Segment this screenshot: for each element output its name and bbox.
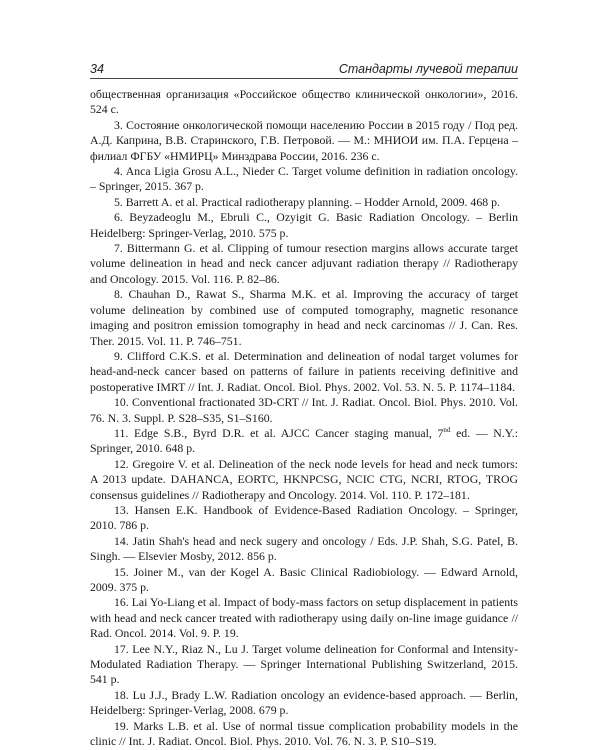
reference-item: 12. Gregoire V. et al. Delineation of the neck node levels for head and neck tumors: A 2013 update. DAHANCA, EORTC, HKNPCSG, NCIC CTG, NCRI, RTOG, TROG consensus guidelines // Radiotherapy and Oncology. 2014. Vol. 110. P. 172–181.: [90, 456, 518, 502]
reference-item: 15. Joiner M., van der Kogel A. Basic Clinical Radiobiology. — Edward Arnold, 2009. 375 p.: [90, 564, 518, 594]
reference-item: 13. Hansen E.K. Handbook of Evidence-Based Radiation Oncology. – Springer, 2010. 786 p.: [90, 502, 518, 533]
reference-item: 8. Chauhan D., Rawat S., Sharma M.K. et al. Improving the accuracy of target volume delineation by combined use of computed tomography, magnetic resonance imaging and positron emission tomography in head and neck carcinomas // J. Can. Res. Ther. 2015. Vol. 11. P. 746–751.: [90, 287, 518, 348]
reference-item: 10. Conventional fractionated 3D-CRT // Int. J. Radiat. Oncol. Biol. Phys. 2010. Vol. 76. N. 3. Suppl. P. S28–S35, S1–S160.: [90, 395, 518, 425]
reference-item: 6. Beyzadeoglu M., Ebruli C., Ozyigit G. Basic Radiation Oncology. – Berlin Heidelberg: Springer-Verlag, 2010. 575 p.: [90, 210, 518, 240]
reference-item: 18. Lu J.J., Brady L.W. Radiation oncology an evidence-based approach. — Berlin, Heidelberg: Springer-Verlag, 2008. 679 p.: [90, 687, 518, 718]
reference-list: [90, 87, 518, 749]
running-title: Стандарты лучевой терапии: [338, 62, 518, 76]
reference-item: 16. Lai Yo-Liang et al. Impact of body-mass factors on setup displacement in patients with head and neck cancer treated with radiotherapy using daily on-line image guidance // Rad. Oncol. 2014. Vol. 9. P. 19.: [90, 595, 518, 641]
reference-item: 4. Anca Ligia Grosu A.L., Nieder C. Target volume definition in radiation oncology. – Springer, 2015. 367 p.: [90, 164, 518, 194]
header-divider: [90, 78, 518, 79]
reference-text: 11. Edge S.B., Byrd D.R. et al. AJCC Cancer staging manual, 7: [114, 425, 444, 440]
page-number: 34: [90, 62, 104, 76]
reference-item: общественная организация «Российское общество клинической онкологии», 2016. 524 с.: [90, 87, 518, 117]
reference-item: 3. Состояние онкологической помощи населению России в 2015 году / Под ред. А.Д. Каприна, В.В. Старинского, Г.В. Петровой. — М.: МНИОИ им. П.А. Герцена – филиал ФГБУ «НМИРЦ» Минздрава России, 2016. 236 с.: [90, 117, 518, 163]
running-header: [90, 56, 518, 76]
reference-item: [90, 426, 518, 457]
reference-item: 19. Marks L.B. et al. Use of normal tissue complication probability models in the clinic // Int. J. Radiat. Oncol. Biol. Phys. 2010. Vol. 76. N. 3. P. S10–S19.: [90, 718, 518, 749]
reference-text: ed. — N.Y.: Springer, 2010. 648 p.: [90, 425, 518, 456]
reference-item: 5. Barrett A. et al. Practical radiotherapy planning. – Hodder Arnold, 2009. 468 p.: [114, 194, 500, 209]
reference-item: 14. Jatin Shah's head and neck sugery and oncology / Eds. J.P. Shah, S.G. Patel, B. Singh. — Elsevier Mosby, 2012. 856 p.: [90, 533, 518, 564]
reference-item: 17. Lee N.Y., Riaz N., Lu J. Target volume delineation for Conformal and Intensity-Modulated Radiation Therapy. — Springer International Publishing Switzerland, 2015. 541 p.: [90, 641, 518, 687]
superscript: nd: [443, 425, 451, 434]
reference-item: 7. Bittermann G. et al. Clipping of tumour resection margins allows accurate target volume delineation in head and neck cancer adjuvant radiation therapy // Radiotherapy and Oncology. 2015. Vol. 116. P. 82–86.: [90, 241, 518, 286]
reference-item: 9. Clifford C.K.S. et al. Determination and delineation of nodal target volumes for head-and-neck cancer based on patterns of failure in patients receiving definitive and postoperative IMRT // Int. J. Radiat. Oncol. Biol. Phys. 2002. Vol. 53. N. 5. P. 1174–1184.: [90, 348, 518, 394]
